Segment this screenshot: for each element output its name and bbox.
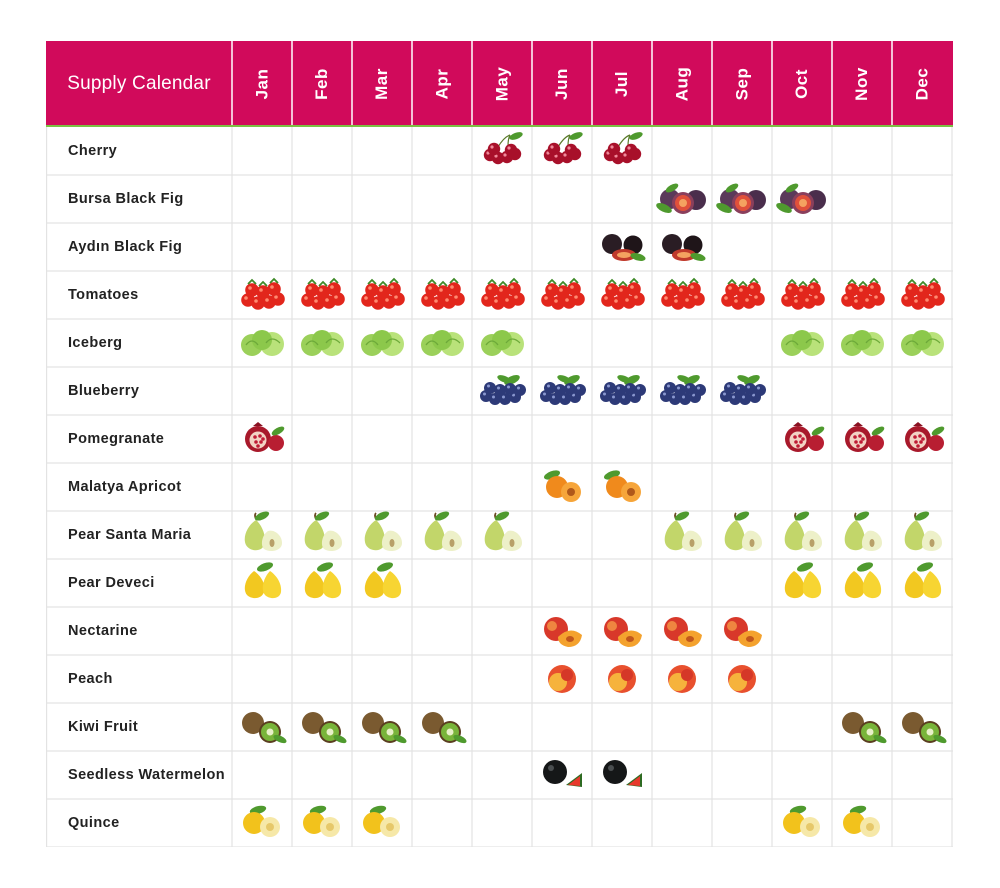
month-apr	[412, 41, 472, 127]
month-label: Apr	[432, 68, 451, 100]
yellow-pear-icon	[845, 561, 881, 599]
tomato-icon	[421, 279, 465, 310]
month-sep	[712, 41, 772, 127]
tomato-icon	[781, 279, 825, 310]
green-pear-icon	[725, 510, 762, 551]
yellow-pear-icon	[305, 561, 341, 599]
month-label: Sep	[732, 67, 751, 101]
month-label: Aug	[671, 66, 691, 102]
kiwi-icon	[242, 712, 288, 745]
row-label: Blueberry	[68, 383, 140, 399]
row-label: Pear Deveci	[68, 575, 155, 591]
tomato-icon	[721, 279, 765, 310]
green-pear-icon	[485, 510, 522, 551]
row-label: Tomatoes	[68, 287, 139, 303]
row-label: Malatya Apricot	[68, 479, 182, 495]
tomato-icon	[541, 279, 585, 310]
blueberry-icon	[660, 373, 706, 405]
pomegranate-icon	[845, 422, 886, 452]
nectarine-icon	[604, 617, 642, 647]
row-label: Nectarine	[68, 623, 138, 639]
lettuce-icon	[781, 330, 824, 356]
kiwi-icon	[422, 712, 468, 745]
peach-icon	[608, 665, 636, 693]
yellow-pear-icon	[245, 561, 281, 599]
fig-icon	[655, 182, 706, 215]
peach-icon	[728, 665, 756, 693]
green-pear-icon	[305, 510, 342, 551]
pomegranate-icon	[905, 422, 946, 452]
green-pear-icon	[785, 510, 822, 551]
nectarine-icon	[544, 617, 582, 647]
lettuce-icon	[241, 330, 284, 356]
cherry-icon	[604, 131, 644, 165]
month-feb	[292, 41, 352, 127]
quince-icon	[783, 804, 820, 837]
tomato-icon	[241, 279, 285, 310]
green-pear-icon	[365, 510, 402, 551]
kiwi-icon	[362, 712, 408, 745]
month-jul	[592, 41, 652, 127]
yellow-pear-icon	[905, 561, 941, 599]
quince-icon	[843, 804, 880, 837]
blueberry-icon	[540, 373, 586, 405]
kiwi-icon	[902, 712, 948, 745]
tomato-icon	[661, 279, 705, 310]
month-label: Feb	[311, 68, 331, 100]
month-label: Jul	[612, 70, 631, 98]
lettuce-icon	[361, 330, 404, 356]
row-label: Pomegranate	[68, 431, 165, 447]
month-label: Jan	[251, 68, 271, 100]
kiwi-icon	[842, 712, 888, 745]
blueberry-icon	[600, 373, 646, 405]
watermelon-icon	[603, 760, 642, 787]
nectarine-icon	[664, 617, 702, 647]
kiwi-icon	[302, 712, 348, 745]
month-label: Dec	[912, 67, 931, 101]
green-pear-icon	[665, 510, 702, 551]
black-fig-icon	[602, 234, 646, 262]
black-fig-icon	[662, 234, 706, 262]
pomegranate-icon	[245, 422, 286, 452]
yellow-pear-icon	[785, 561, 821, 599]
month-may	[472, 41, 532, 127]
fig-icon	[775, 182, 826, 215]
row-label: Quince	[68, 815, 120, 831]
month-label: Mar	[371, 68, 391, 100]
green-pear-icon	[905, 510, 942, 551]
month-label: Oct	[792, 69, 811, 99]
month-jun	[532, 41, 592, 127]
green-pear-icon	[425, 510, 462, 551]
month-aug	[652, 41, 712, 127]
blueberry-icon	[480, 373, 526, 405]
peach-icon	[668, 665, 696, 693]
cherry-icon	[544, 131, 584, 165]
row-label: Aydın Black Fig	[68, 239, 183, 255]
month-label: Jun	[551, 68, 571, 100]
lettuce-icon	[301, 330, 344, 356]
row-label: Seedless Watermelon	[68, 767, 225, 783]
row-label: Cherry	[68, 143, 118, 159]
tomato-icon	[361, 279, 405, 310]
blueberry-icon	[720, 373, 766, 405]
month-label: Nov	[852, 67, 871, 101]
fig-icon	[715, 182, 766, 215]
peach-icon	[548, 665, 576, 693]
tomato-icon	[601, 279, 645, 310]
cherry-icon	[484, 131, 524, 165]
lettuce-icon	[421, 330, 464, 356]
supply-calendar	[46, 41, 953, 847]
tomato-icon	[841, 279, 885, 310]
row-label: Iceberg	[68, 335, 123, 351]
tomato-icon	[301, 279, 345, 310]
row-label: Bursa Black Fig	[68, 191, 184, 207]
quince-icon	[243, 804, 280, 837]
yellow-pear-icon	[365, 561, 401, 599]
supply-calendar-title: Supply Calendar	[67, 73, 211, 94]
lettuce-icon	[901, 330, 944, 356]
row-label: Pear Santa Maria	[68, 527, 192, 543]
lettuce-icon	[481, 330, 524, 356]
month-oct	[772, 41, 832, 127]
quince-icon	[363, 804, 400, 837]
month-mar	[352, 41, 412, 127]
green-pear-icon	[245, 510, 282, 551]
month-label: May	[491, 66, 511, 102]
month-jan	[232, 41, 292, 127]
green-pear-icon	[845, 510, 882, 551]
month-nov	[832, 41, 892, 127]
calendar-graphics	[46, 41, 953, 847]
tomato-icon	[481, 279, 525, 310]
pomegranate-icon	[785, 422, 826, 452]
row-label: Kiwi Fruit	[68, 719, 139, 735]
lettuce-icon	[841, 330, 884, 356]
apricot-icon	[603, 469, 641, 502]
month-dec	[892, 41, 952, 127]
apricot-icon	[543, 469, 581, 502]
row-label: Peach	[68, 671, 113, 687]
watermelon-icon	[543, 760, 582, 787]
tomato-icon	[901, 279, 945, 310]
quince-icon	[303, 804, 340, 837]
nectarine-icon	[724, 617, 762, 647]
